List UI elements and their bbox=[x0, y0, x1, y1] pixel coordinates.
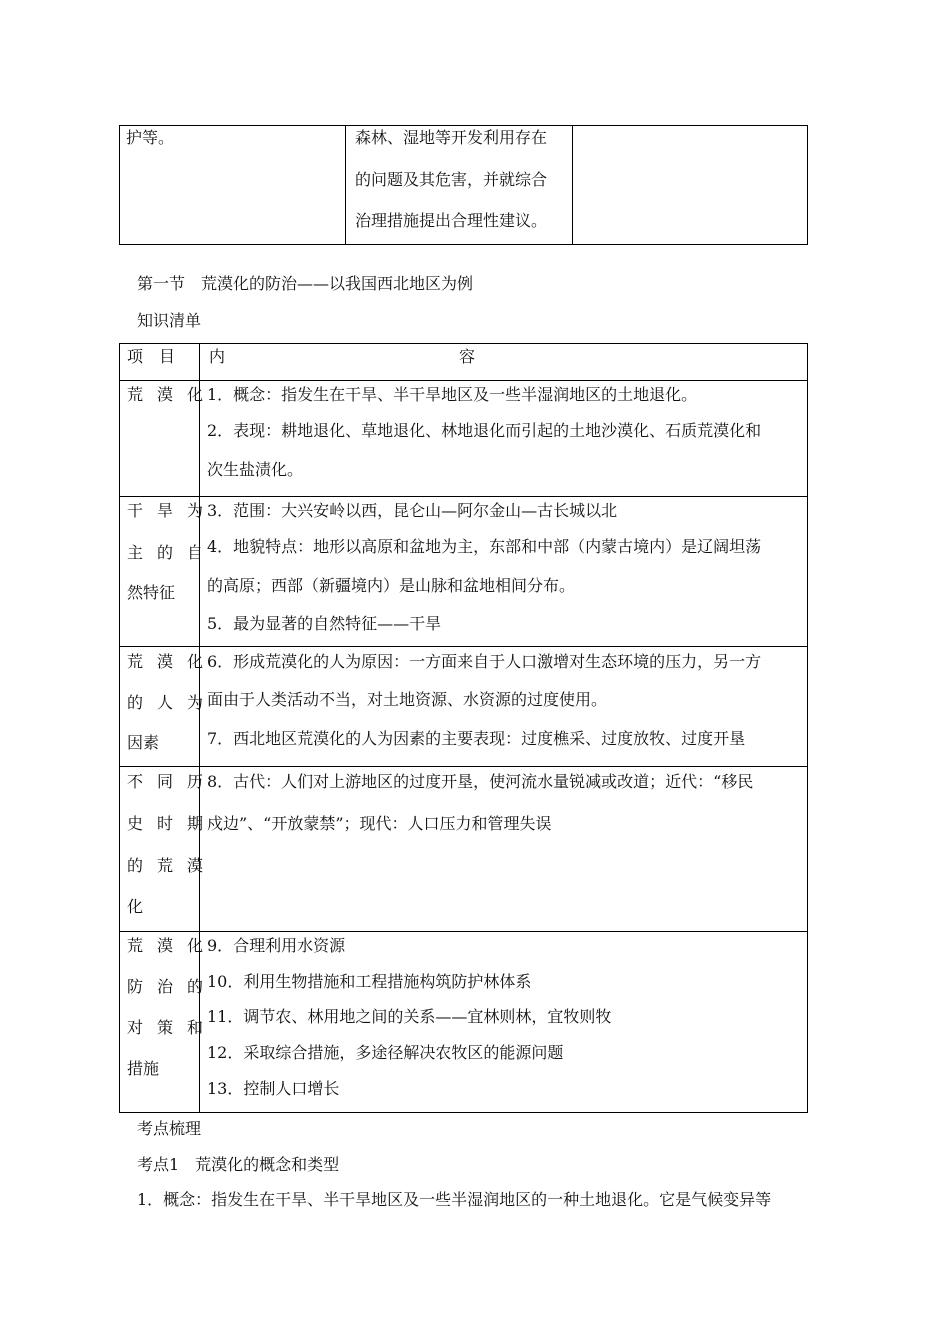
knowledge-title: 知识清单 bbox=[137, 311, 202, 330]
row-item: 防治的 bbox=[127, 977, 218, 996]
row-content-line: 9．合理利用水资源 bbox=[207, 936, 346, 955]
row-item: 因素 bbox=[127, 733, 160, 752]
row-content-line: 11．调节农、林用地之间的关系——宜林则林，宜牧则牧 bbox=[207, 1007, 612, 1026]
row-item: 的人为 bbox=[127, 693, 218, 712]
point1-paragraph: 1．概念：指发生在干旱、半干旱地区及一些半湿润地区的一种土地退化。它是气候变异等 bbox=[137, 1190, 772, 1209]
top-table-col2-line: 森林、湿地等开发利用存在 bbox=[355, 128, 548, 147]
review-title: 考点梳理 bbox=[137, 1119, 202, 1138]
row-content-line: 7．西北地区荒漠化的人为因素的主要表现：过度樵采、过度放牧、过度开垦 bbox=[207, 729, 746, 748]
row-item: 干旱为 bbox=[127, 501, 218, 520]
row-content-line: 戍边”、“开放蒙禁”；现代：人口压力和管理失误 bbox=[207, 814, 552, 833]
section-title: 第一节 荒漠化的防治——以我国西北地区为例 bbox=[137, 274, 474, 293]
header-content: 内 bbox=[209, 347, 226, 366]
row-content-line: 1．概念：指发生在干旱、半干旱地区及一些半湿润地区的土地退化。 bbox=[207, 385, 698, 404]
row-item: 史时期 bbox=[127, 814, 218, 833]
header-item: 项 目 bbox=[127, 347, 176, 366]
row-content-line: 5．最为显著的自然特征——干旱 bbox=[207, 614, 442, 633]
row-content-line: 次生盐渍化。 bbox=[207, 460, 304, 479]
row-content-line: 面由于人类活动不当，对土地资源、水资源的过度使用。 bbox=[207, 690, 608, 709]
row-item: 荒漠化 bbox=[127, 936, 218, 955]
row-item: 不同历 bbox=[127, 772, 218, 791]
point1-title: 考点1 荒漠化的概念和类型 bbox=[137, 1155, 340, 1174]
row-content-line: 12．采取综合措施，多途径解决农牧区的能源问题 bbox=[207, 1043, 564, 1062]
row-item: 对策和 bbox=[127, 1018, 218, 1037]
row-content-line: 6．形成荒漠化的人为原因：一方面来自于人口激增对生态环境的压力，另一方 bbox=[207, 652, 762, 671]
row-content-line: 2．表现：耕地退化、草地退化、林地退化而引起的土地沙漠化、石质荒漠化和 bbox=[207, 421, 762, 440]
row-item: 措施 bbox=[127, 1059, 160, 1078]
row-item: 荒漠化 bbox=[127, 652, 218, 671]
top-table-col1-line: 护等。 bbox=[126, 128, 175, 147]
row-content-line: 3．范围：大兴安岭以西，昆仑山—阿尔金山—古长城以北 bbox=[207, 501, 618, 520]
row-item: 的荒漠 bbox=[127, 856, 218, 875]
row-item: 然特征 bbox=[127, 583, 176, 602]
header-content: 容 bbox=[459, 347, 476, 366]
row-item: 荒漠化 bbox=[127, 385, 218, 404]
row-content-line: 4．地貌特点：地形以高原和盆地为主，东部和中部（内蒙古境内）是辽阔坦荡 bbox=[207, 537, 762, 556]
row-content-line: 10．利用生物措施和工程措施构筑防护林体系 bbox=[207, 972, 532, 991]
top-table-col2-line: 的问题及其危害，并就综合 bbox=[355, 170, 548, 189]
row-item: 主的自 bbox=[127, 543, 218, 562]
row-content-line: 的高原；西部（新疆境内）是山脉和盆地相间分布。 bbox=[207, 576, 576, 595]
row-content-line: 8．古代：人们对上游地区的过度开垦，使河流水量锐减或改道；近代：“移民 bbox=[207, 772, 754, 791]
row-item: 化 bbox=[127, 897, 144, 916]
row-content-line: 13．控制人口增长 bbox=[207, 1079, 340, 1098]
top-table-col2-line: 治理措施提出合理性建议。 bbox=[355, 211, 548, 230]
